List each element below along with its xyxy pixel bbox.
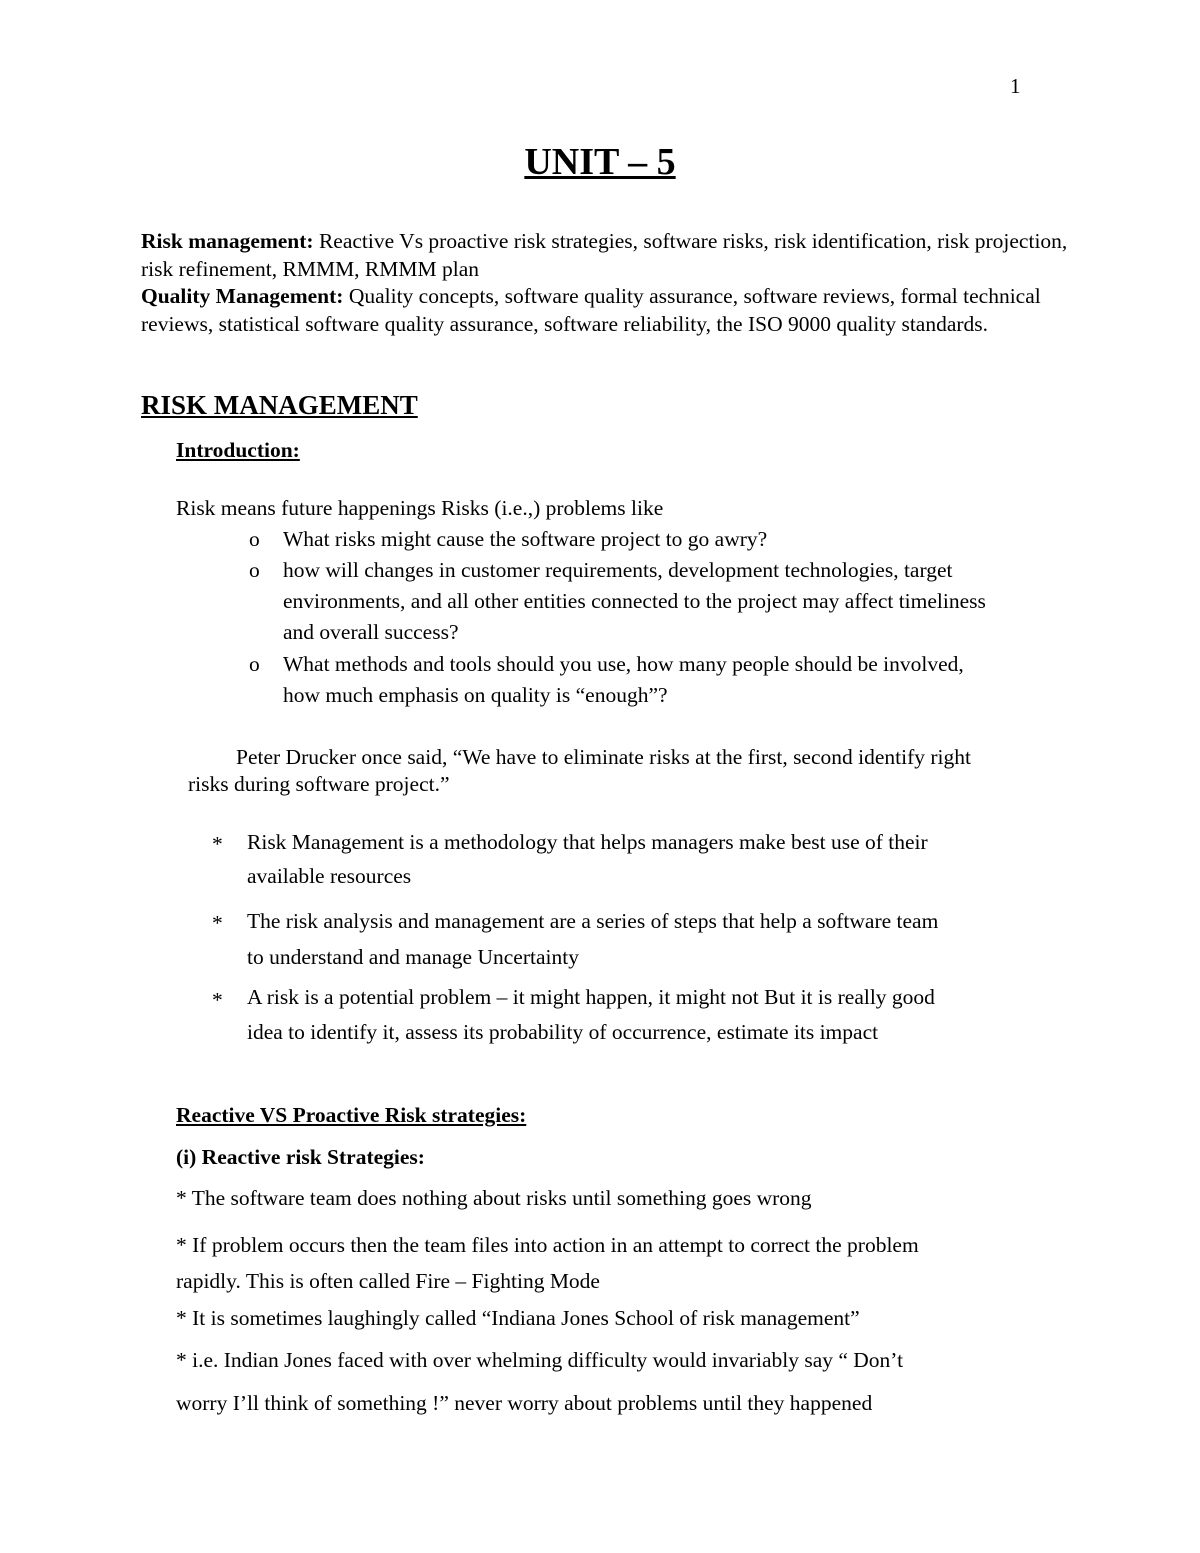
reactive-line-5: * i.e. Indian Jones faced with over whelming difficulty would invariably say “ Don’t [176,1348,904,1372]
point-3-line-2: idea to identify it, assess its probability of occurrence, estimate its impact [247,1020,879,1044]
reactive-line-6: worry I’ll think of something !” never worry about problems until they happened [176,1391,873,1415]
introduction-lead: Risk means future happenings Risks (i.e.,) problems like [176,496,664,520]
drucker-quote-line-1: Peter Drucker once said, “We have to eliminate risks at the first, second identify right [236,745,971,769]
risk-management-topics: Reactive Vs proactive risk strategies, software risks, risk identification, risk projection, risk refinement, RMMM, RMMM plan [141,229,1068,281]
point-1-line-2: available resources [247,864,412,888]
question-3-line-2: how much emphasis on quality is “enough”? [283,683,668,707]
bullet-marker: o [249,527,260,551]
reactive-line-2: * If problem occurs then the team files into action in an attempt to correct the problem [176,1233,919,1257]
star-bullet: * [212,832,223,856]
point-3-line-1: A risk is a potential problem – it might happen, it might not But it is really good [247,985,935,1009]
point-2-line-2: to understand and manage Uncertainty [247,945,579,969]
star-bullet: * [212,911,223,935]
quality-management-label: Quality Management: [141,284,344,308]
reactive-line-4: * It is sometimes laughingly called “Indiana Jones School of risk management” [176,1306,860,1330]
bullet-marker: o [249,558,260,582]
question-2-line-3: and overall success? [283,620,459,644]
strategies-heading: Reactive VS Proactive Risk strategies: [176,1103,527,1127]
point-2-line-1: The risk analysis and management are a series of steps that help a software team [247,909,939,933]
bullet-marker: o [249,652,260,676]
drucker-quote-line-2: risks during software project.” [188,772,450,796]
section-heading-risk-management: RISK MANAGEMENT [141,390,418,420]
star-bullet: * [212,988,223,1012]
question-1-line-1: What risks might cause the software project to go awry? [283,527,768,551]
unit-title: UNIT – 5 [524,141,676,183]
reactive-line-1: * The software team does nothing about risks until something goes wrong [176,1186,812,1210]
question-2-line-2: environments, and all other entities connected to the project may affect timeliness [283,589,986,613]
reactive-line-3: rapidly. This is often called Fire – Fighting Mode [176,1269,600,1293]
syllabus-block [141,228,1081,338]
introduction-heading: Introduction: [176,438,300,462]
quality-management-topics: Quality concepts, software quality assurance, software reviews, formal technical reviews, statistical software quality assurance, software reliability, the ISO 9000 quality standards. [141,284,1041,336]
question-3-line-1: What methods and tools should you use, how many people should be involved, [283,652,964,676]
point-1-line-1: Risk Management is a methodology that helps managers make best use of their [247,830,928,854]
risk-management-label: Risk management: [141,229,314,253]
page-number: 1 [1010,74,1021,98]
reactive-strategies-heading: (i) Reactive risk Strategies: [176,1145,425,1169]
question-2-line-1: how will changes in customer requirements, development technologies, target [283,558,953,582]
